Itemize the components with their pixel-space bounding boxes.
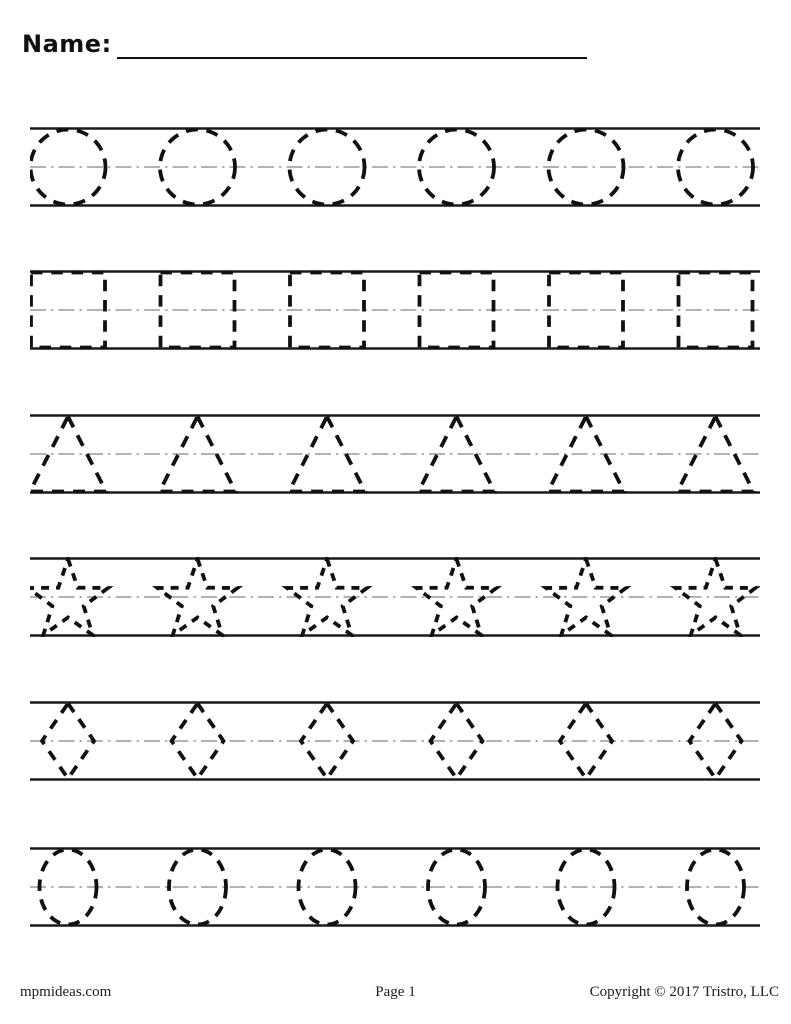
tracing-row-diamonds (30, 701, 760, 781)
tracing-row-svg (30, 270, 760, 350)
tracing-row-circles (30, 127, 760, 207)
tracing-row-triangles (30, 414, 760, 494)
tracing-row-svg (30, 847, 760, 927)
traceable-star (158, 559, 238, 635)
tracing-row-svg (30, 414, 760, 494)
name-input-line (117, 33, 587, 59)
tracing-row-squares (30, 270, 760, 350)
traceable-star (417, 559, 497, 635)
footer-page-number: Page 1 (375, 984, 416, 1000)
footer-site-text: mpmideas.com (20, 984, 112, 1000)
name-label: Name: (22, 30, 112, 58)
page-footer (0, 984, 791, 1006)
footer-copyright-text: Copyright © 2017 Tristro, LLC (589, 984, 779, 1000)
name-field (22, 30, 587, 59)
tracing-row-svg (30, 701, 760, 781)
tracing-row-svg (30, 127, 760, 207)
tracing-row-stars (30, 557, 760, 637)
tracing-row-svg (30, 557, 760, 637)
tracing-row-ovals (30, 847, 760, 927)
